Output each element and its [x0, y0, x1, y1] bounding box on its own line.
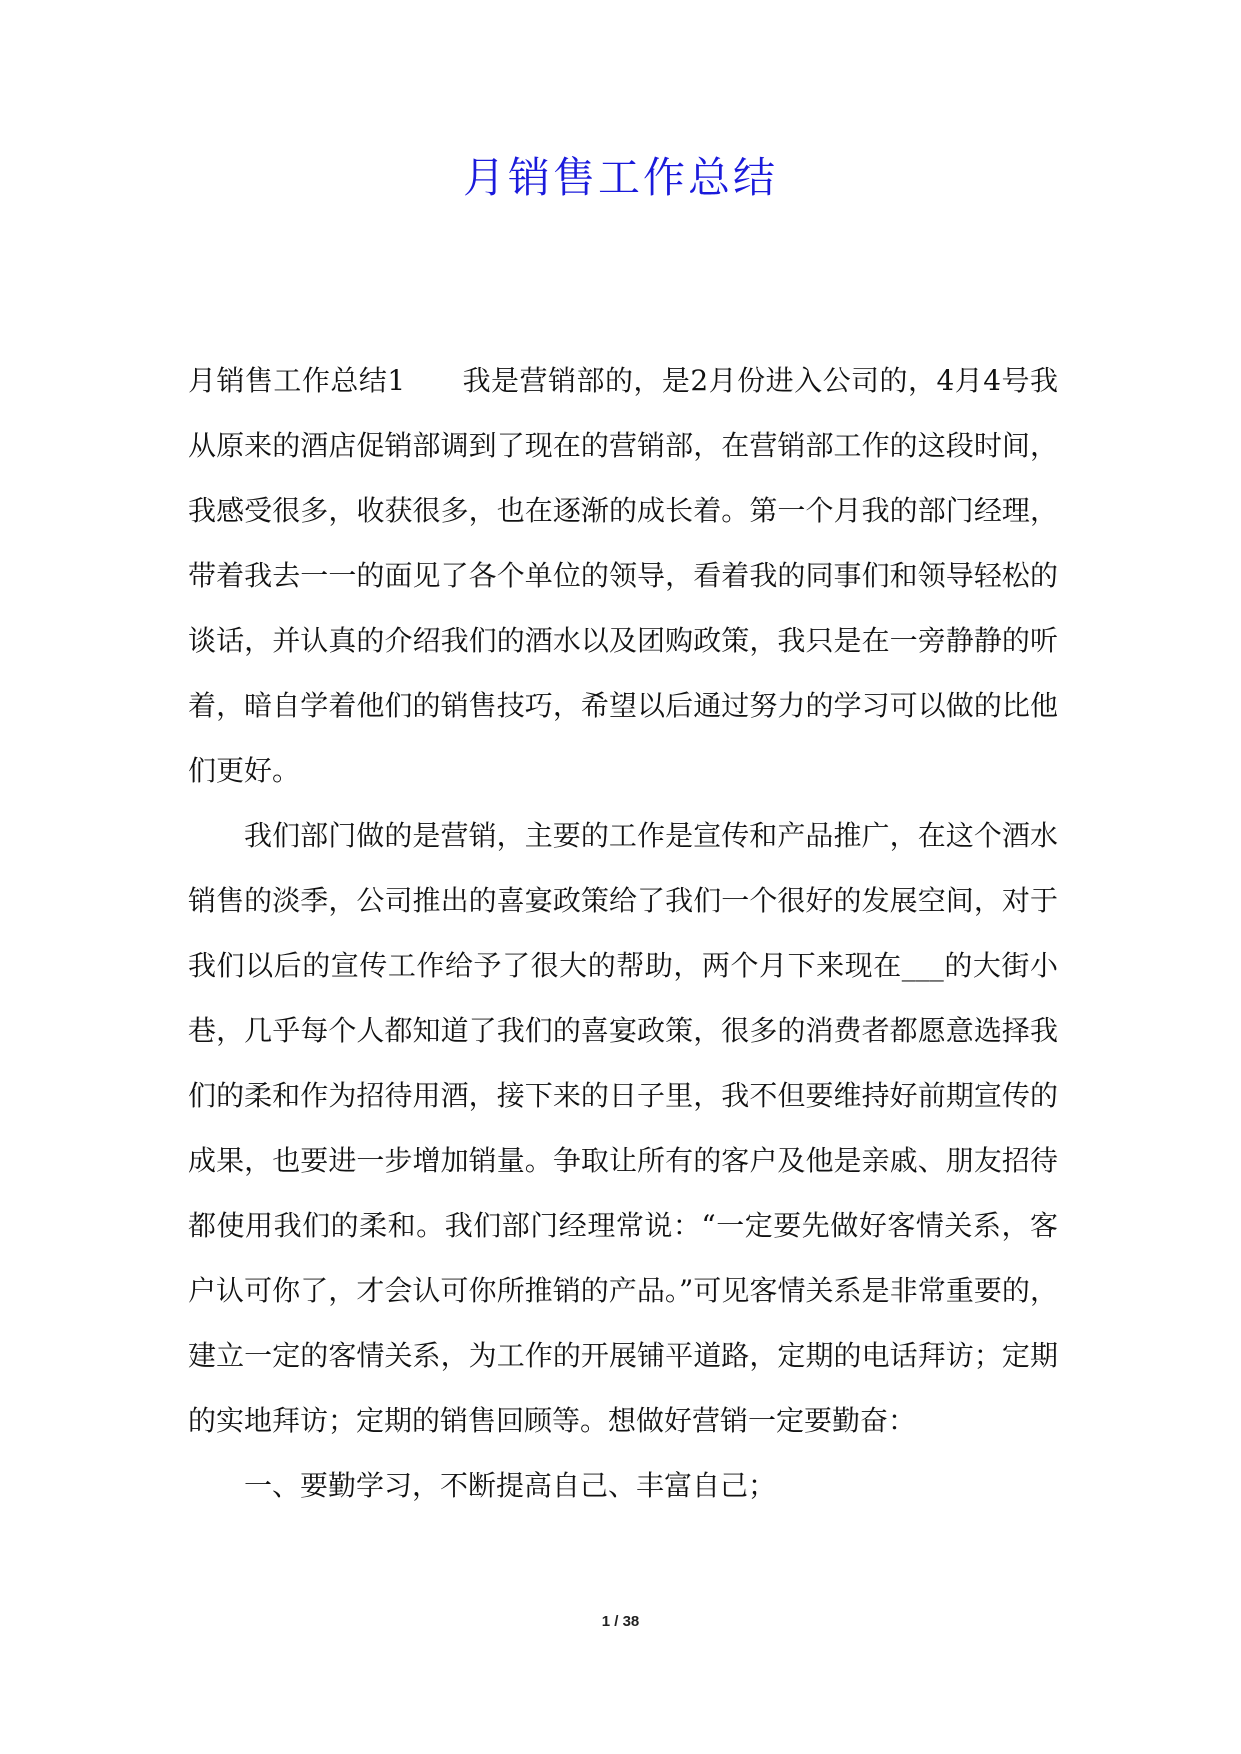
paragraph-1: 月销售工作总结1 我是营销部的，是2月份进入公司的，4月4号我从原来的酒店促销部调到了现在的营销部，在营销部工作的这段时间，我感受很多，收获很多，也在逐渐的成长着。第一个月我的部门经理，带着我去一一的面见了各个单位的领导，看着我的同事们和领导轻松的谈话，并认真的介绍我们的酒水以及团购政策，我只是在一旁静静的听着，暗自学着他们的销售技巧，希望以后通过努力的学习可以做的比他们更好。	[188, 364, 1058, 787]
paragraph-2: 我们部门做的是营销，主要的工作是宣传和产品推广，在这个酒水销售的淡季，公司推出的喜宴政策给了我们一个很好的发展空间，对于我们以后的宣传工作给予了很大的帮助，两个月下来现在___的大街小巷，几乎每个人都知道了我们的喜宴政策，很多的消费者都愿意选择我们的柔和作为招待用酒，接下来的日子里，我不但要维持好前期宣传的成果，也要进一步增加销量。争取让所有的客户及他是亲戚、朋友招待都使用我们的柔和。我们部门经理常说：“一定要先做好客情关系，客户认可你了，才会认可你所推销的产品。”可见客情关系是非常重要的，建立一定的客情关系，为工作的开展铺平道路，定期的电话拜访；定期的实地拜访；定期的销售回顾等。想做好营销一定要勤奋：	[188, 819, 1058, 1437]
document-body	[188, 348, 1058, 1518]
document-title: 月销售工作总结	[462, 153, 778, 202]
paragraph-3: 一、要勤学习，不断提高自己、丰富自己；	[244, 1469, 777, 1502]
page-number: 1 / 38	[601, 1613, 640, 1630]
